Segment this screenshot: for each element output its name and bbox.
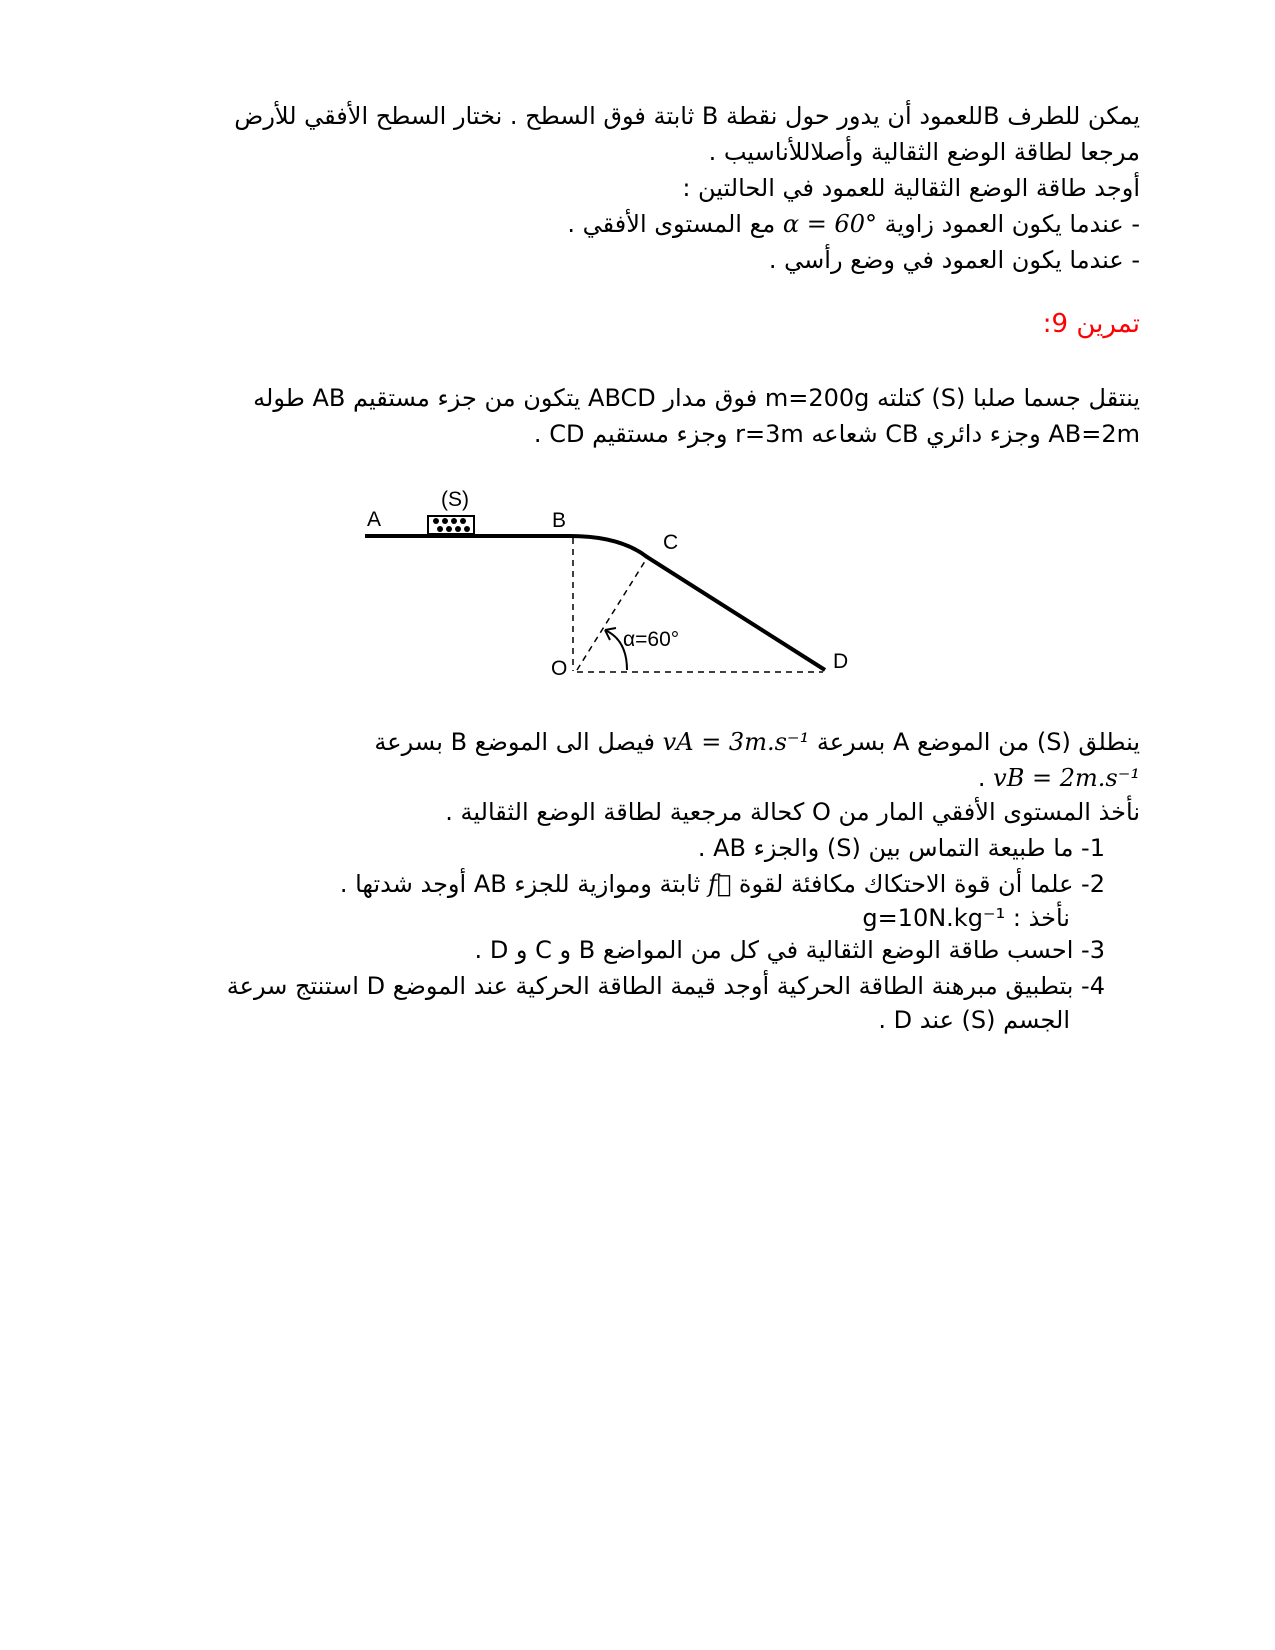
exercise-title: تمرين 9: <box>1042 309 1140 339</box>
question-2 <box>340 866 1105 902</box>
label-d: D <box>833 650 849 673</box>
intro-line-4-pre: - عندما يكون العمود زاوية <box>884 210 1140 238</box>
statement-line-2: AB=2m وجزء دائري CB شعاعه r=3m وجزء مستقيم CD . <box>533 420 1140 448</box>
label-s: (S) <box>441 488 469 511</box>
intro-line-5: - عندما يكون العمود في وضع رأسي . <box>768 246 1140 274</box>
start-post: فيصل الى الموضع B بسرعة <box>374 728 656 756</box>
track-diagram <box>365 482 905 692</box>
q2-post: ثابتة وموازية للجزء AB أوجد شدتها . <box>339 870 701 898</box>
statement-line-1: ينتقل جسما صلبا (S) كتلته m=200g فوق مدار ABCD يتكون من جزء مستقيم AB طوله <box>253 384 1140 412</box>
dashed-oc <box>577 558 647 670</box>
angle-math: α = 60° <box>782 210 877 238</box>
question-4-line-2: الجسم (S) عند D . <box>878 1006 1070 1034</box>
start-pre: ينطلق (S) من الموضع A بسرعة <box>816 728 1140 756</box>
vb-line: vB = 2m.s⁻¹ . <box>977 764 1140 792</box>
force-vector: f⃗ <box>707 870 732 898</box>
q2-pre: 2- علما أن قوة الاحتكاك مكافئة لقوة <box>738 870 1105 898</box>
intro-line-4 <box>567 206 1140 242</box>
label-b: B <box>552 509 567 532</box>
label-c: C <box>663 531 679 554</box>
block-s <box>428 516 474 534</box>
angle-label: α=60° <box>623 628 680 651</box>
intro-line-3: أوجد طاقة الوضع الثقالية للعمود في الحالتين : <box>682 174 1140 202</box>
label-a: A <box>367 508 382 531</box>
start-line <box>374 724 1140 760</box>
intro-line-4-post: مع المستوى الأفقي . <box>567 210 776 238</box>
intro-line-2: مرجعا لطاقة الوضع الثقالية وأصلاللأناسيب . <box>708 138 1140 166</box>
question-1: 1- ما طبيعة التماس بين (S) والجزء AB . <box>697 834 1105 862</box>
track-path <box>365 536 825 670</box>
q2-given: نأخذ : g=10N.kg⁻¹ <box>862 904 1070 932</box>
question-3: 3- احسب طاقة الوضع الثقالية في كل من المواضع B و C و D . <box>474 936 1105 964</box>
label-o: O <box>551 657 568 680</box>
reference-line: نأخذ المستوى الأفقي المار من O كحالة مرجعية لطاقة الوضع الثقالية . <box>445 798 1140 826</box>
question-4-line-1: 4- بتطبيق مبرهنة الطاقة الحركية أوجد قيمة الطاقة الحركية عند الموضع D استنتج سرعة <box>226 972 1105 1000</box>
vb-math: vB = 2m.s⁻¹ <box>993 764 1140 792</box>
intro-line-1: يمكن للطرف Bللعمود أن يدور حول نقطة B ثابتة فوق السطح . نختار السطح الأفقي للأرض <box>234 102 1140 130</box>
va-math: vA = 3m.s⁻¹ <box>662 728 810 756</box>
